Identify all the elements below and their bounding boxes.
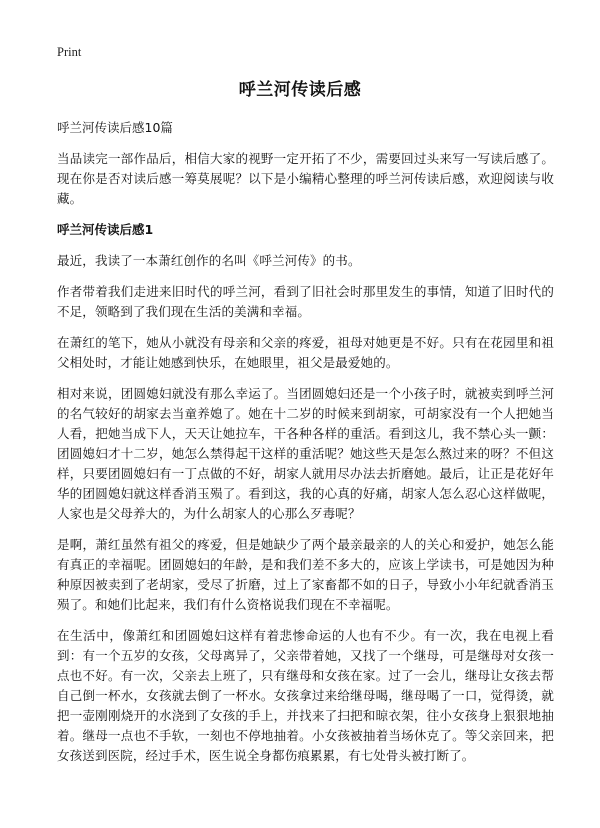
- article-subtitle: 呼兰河传读后感10篇: [57, 120, 173, 135]
- section-heading: 呼兰河传读后感1: [57, 222, 154, 237]
- body-paragraph: 在萧红的笔下，她从小就没有母亲和父亲的疼爱，祖母对她更是不好。只有在花园里和祖父相处时，才能让她感到快乐，在她眼里，祖父是最爱她的。: [57, 335, 554, 370]
- body-paragraph: 作者带着我们走进来旧时代的呼兰河，看到了旧社会时那里发生的事情，知道了旧时代的不足，领略到了我们现在生活的美满和幸福。: [57, 284, 554, 319]
- body-paragraph: 相对来说，团圆媳妇就没有那么幸运了。当团圆媳妇还是一个小孩子时，就被卖到呼兰河的名气较好的胡家去当童养媳了。她在十二岁的时候来到胡家，可胡家没有一个人把她当人看，把她当成下人，天天让她拉车，干各种各样的重活。看到这儿，我不禁心头一颤：团圆媳妇才十二岁，她怎么禁得起干这样的重活呢？她这些天是怎么熬过来的呀？不但这样，只要团圆媳妇有一丁点做的不好，胡家人就用尽办法去折磨她。最后，让正是花好年华的团圆媳妇就这样香消玉殒了。看到这，我的心真的好痛，胡家人怎么忍心这样做呢，人家也是父母养大的，为什么胡家人的心那么歹毒呢？: [57, 386, 554, 521]
- body-paragraph: 在生活中，像萧红和团圆媳妇这样有着悲惨命运的人也有不少。有一次，我在电视上看到：有一个五岁的女孩，父母离异了，父亲带着她，又找了一个继母，可是继母对女孩一点也不好。有一次，父亲去上班了，只有继母和女孩在家。过了一会儿，继母让女孩去帮自己倒一杯水，女孩就去倒了一杯水。女孩拿过来给继母喝，继母喝了一口，觉得烫，就把一壶刚刚烧开的水浇到了女孩的手上，并找来了扫把和晾衣架，往小女孩身上狠狠地抽着。继母一点也不手软，一刻也不停地抽着。小女孩被抽着当场休克了。等父亲回来，把女孩送到医院，经过手术，医生说全身都伤痕累累，有七处骨头被打断了。: [57, 628, 554, 763]
- body-paragraph: 最近，我读了一本萧红创作的名叫《呼兰河传》的书。: [57, 253, 361, 268]
- body-paragraph: 是啊，萧红虽然有祖父的疼爱，但是她缺少了两个最亲最亲的人的关心和爱护，她怎么能有真正的幸福呢。团圆媳妇的年龄，是和我们差不多大的，应该上学读书，可是她因为种种原因被卖到了老胡家，受尽了折磨，过上了家畜都不如的日子，导致小小年纪就香消玉殒了。和她们比起来，我们有什么资格说我们现在不幸福呢。: [57, 537, 554, 612]
- print-link[interactable]: Print: [57, 45, 82, 59]
- intro-paragraph: 当品读完一部作品后，相信大家的视野一定开拓了不少，需要回过头来写一写读后感了。现在你是否对读后感一筹莫展呢？以下是小编精心整理的呼兰河传读后感，欢迎阅读与收藏。: [57, 151, 554, 206]
- article-body: [57, 118, 554, 777]
- page-title: 呼兰河传读后感: [238, 80, 362, 100]
